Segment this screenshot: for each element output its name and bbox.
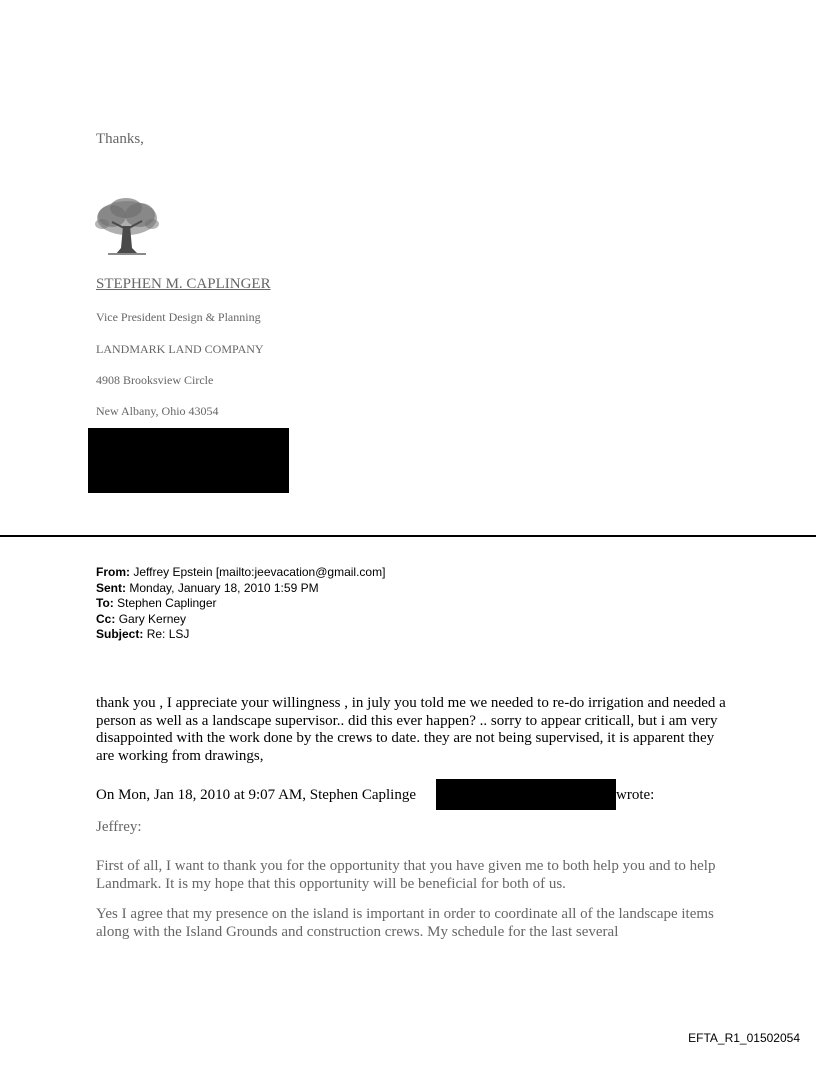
- redaction-block: [88, 428, 289, 493]
- divider: [0, 535, 816, 537]
- signature-city: New Albany, Ohio 43054: [96, 404, 219, 418]
- oak-tree-icon: [94, 196, 160, 258]
- quote-wrote: wrote:: [616, 787, 655, 803]
- header-label: Cc:: [96, 611, 116, 626]
- document-id: EFTA_R1_01502054: [688, 1031, 800, 1045]
- signature-company: LANDMARK LAND COMPANY: [96, 342, 264, 356]
- header-value: Gary Kerney: [118, 611, 187, 626]
- signature-title: Vice President Design & Planning: [96, 310, 261, 324]
- header-label: Subject:: [96, 627, 144, 641]
- header-value: Stephen Caplinger: [117, 596, 217, 610]
- header-to: [96, 596, 385, 612]
- email-header: [96, 565, 385, 643]
- header-label: To:: [96, 596, 114, 610]
- header-label: Sent:: [96, 580, 126, 595]
- quoted-greeting: Jeffrey:: [96, 819, 142, 835]
- header-value: Re: LSJ: [146, 627, 190, 641]
- header-value: Monday, January 18, 2010 1:59 PM: [129, 580, 319, 595]
- redaction-block: [436, 779, 616, 810]
- quoted-paragraph: First of all, I want to thank you for the opportunity that you have given me to both help you and to help Landmark. It is my hope that this opportunity will be beneficial for both of us.: [96, 858, 716, 892]
- header-subject: [96, 627, 385, 643]
- quote-intro: On Mon, Jan 18, 2010 at 9:07 AM, Stephen Caplinge: [96, 787, 416, 803]
- reply-body: thank you , I appreciate your willingness , in july you told me we needed to re-do irrigation and needed a person as well as a landscape supervisor.. did this ever happen? .. sorry to appear criticall, but i am very disappointed with the work done by the crews to date. they are not being supervised, it is apparent they are working from drawings,: [96, 695, 726, 764]
- signature-name: STEPHEN M. CAPLINGER: [96, 276, 271, 292]
- header-label: From:: [96, 565, 130, 579]
- closing-text: Thanks,: [96, 131, 144, 147]
- signature-street: 4908 Brooksview Circle: [96, 373, 214, 387]
- header-cc: [96, 612, 385, 628]
- header-value: Jeffrey Epstein [mailto:jeevacation@gmail.com]: [133, 565, 386, 579]
- header-sent: [96, 581, 385, 597]
- quoted-paragraph: Yes I agree that my presence on the island is important in order to coordinate all of the landscape items along with the Island Grounds and construction crews. My schedule for the last several: [96, 906, 714, 940]
- header-from: [96, 565, 385, 581]
